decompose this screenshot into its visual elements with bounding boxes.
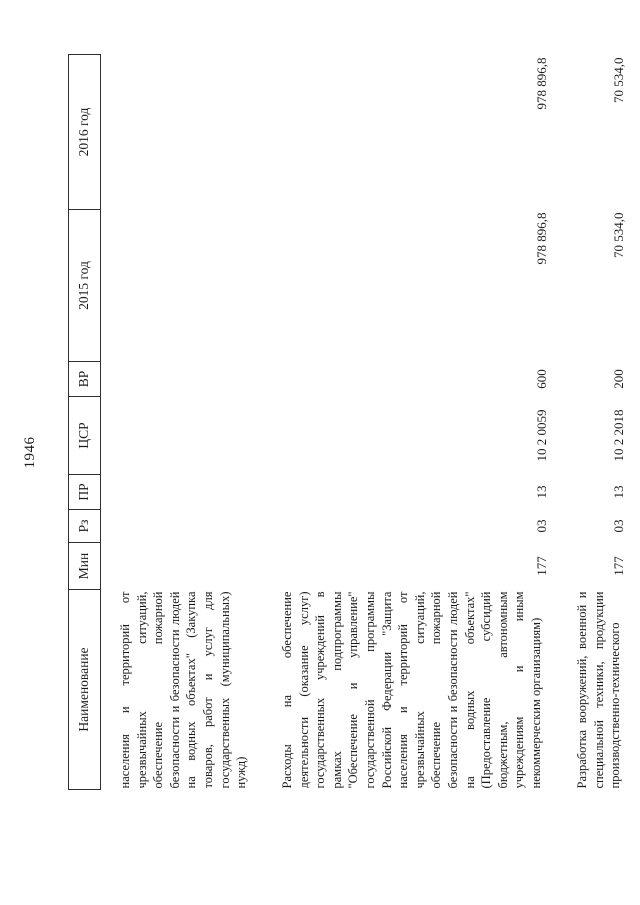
csr-code-cell	[101, 397, 271, 475]
amount-2015-cell	[101, 210, 271, 362]
rz-code-cell: 03	[610, 519, 626, 533]
min-code-cell: 177	[534, 556, 550, 576]
name-paragraph: населения и территорий от чрезвычайных ситуаций, обеспечение пожарной безопасности и безопасности людей на водных объектах" (Закупка товаров, работ и услуг для государственных (муниципальных) нужд)	[118, 591, 249, 789]
column-header-vr: ВР	[69, 362, 101, 397]
budget-table	[68, 54, 640, 790]
vr-code-cell: 200	[610, 369, 626, 389]
pr-code-cell: 13	[610, 485, 626, 499]
amount-2016-cell: 978 896,8	[534, 57, 550, 110]
vr-code-cell	[101, 362, 271, 397]
table-row	[270, 55, 554, 790]
vr-code-cell: 600	[534, 369, 550, 389]
column-header-min: Мин	[69, 543, 101, 590]
column-header-rz: Рз	[69, 510, 101, 543]
table-header-row	[69, 55, 101, 790]
amount-2015-cell: 70 534,0	[610, 212, 626, 258]
amount-2015-cell: 978 896,8	[534, 212, 550, 265]
column-header-csr: ЦСР	[69, 397, 101, 475]
table-body	[101, 55, 640, 790]
table-row	[554, 55, 640, 790]
table-row	[101, 55, 271, 790]
pr-code-cell: 13	[534, 485, 550, 499]
min-code-cell	[101, 543, 271, 590]
name-paragraph: Расходы на обеспечение деятельности (оказание услуг) государственных учреждений в рамках подпрограммы "Обеспечение и управление" государственной программы Российской Федерации "Защита населения и территорий от чрезвычайных ситуаций, обеспечение пожарной безопасности и безопасности людей на водных объектах" (Предоставление субсидий бюджетным, автономным учреждениям и иным некоммерческим организациям)	[280, 591, 543, 789]
csr-code-cell: 10 2 2018	[610, 409, 626, 462]
column-header-pr: ПР	[69, 475, 101, 510]
name-paragraph: Разработка вооружений, военной и специальной техники, продукции производственно-технического	[575, 591, 623, 789]
page-number: 1946	[22, 436, 38, 469]
amount-2016-cell: 70 534,0	[610, 57, 626, 103]
csr-code-cell: 10 2 0059	[534, 409, 550, 462]
rz-code-cell	[101, 510, 271, 543]
pr-code-cell	[101, 475, 271, 510]
column-header-2015: 2015 год	[69, 210, 101, 362]
amount-2016-cell	[101, 55, 271, 210]
column-header-name: Наименование	[69, 590, 101, 790]
column-header-2016: 2016 год	[69, 55, 101, 210]
rz-code-cell: 03	[534, 519, 550, 533]
min-code-cell: 177	[610, 556, 626, 576]
